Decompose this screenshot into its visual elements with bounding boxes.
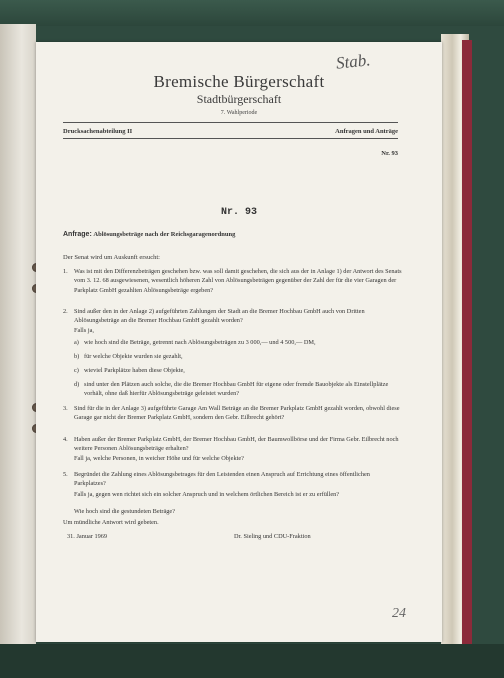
election-period: 7. Wahlperiode — [220, 110, 258, 116]
sub-text: sind unter den Plätzen auch solche, die die Bremer Hochbau GmbH für eigene oder fremde Bauobjekte als Einstellplätze vorhält, ohne daß hierfür Ablösungsbeträge geleistet wurden? — [84, 381, 389, 398]
question-4 — [63, 435, 403, 454]
header-rule — [63, 122, 398, 123]
question-text: Haben außer der Bremer Parkplatz GmbH, der Bremer Hochbau GmbH, der Baumwollbörse und der Firma Gebr. Eilbrecht noch weitere Personen Ablösungsbeträge erhalten? — [74, 436, 399, 453]
backdrop — [0, 0, 504, 26]
question-followup: Falls ja, — [74, 327, 94, 334]
question-number: 1. — [63, 268, 68, 275]
document-date: 31. Januar 1969 — [67, 533, 108, 540]
sub-item-c — [74, 366, 398, 375]
header-rule — [63, 138, 398, 139]
intro-text: Der Senat wird um Auskunft ersucht: — [63, 254, 160, 261]
sub-item-b — [74, 352, 398, 361]
document-number-corner: Nr. 93 — [381, 150, 398, 157]
handwritten-note: Stab. — [335, 50, 372, 73]
question-followup-2: Wie hoch sind die gestundeten Beträge? — [74, 508, 175, 515]
question-text: Sind für die in der Anlage 3) aufgeführte Garage Am Wall Beträge an die Bremer Parkplatz GmbH gezahlt worden, obwohl diese Garage gar nicht der Bremer Parkplatz GmbH, sondern den Gebr. Eilbrecht gehört? — [74, 405, 400, 422]
question-text: Begründet die Zahlung eines Ablösungsbetrages für den Leistenden einen Anspruch auf Errichtung eines öffentlichen Parkplatzes? — [74, 471, 370, 488]
subject-label: Anfrage: — [63, 231, 92, 238]
sub-letter: c) — [74, 367, 79, 374]
binder-left-pages — [0, 24, 36, 644]
backdrop-bottom — [0, 644, 504, 678]
question-number: 5. — [63, 471, 68, 478]
sub-text: wieviel Parkplätze haben diese Objekte, — [84, 367, 185, 374]
question-followup: Fall ja, welche Personen, in weicher Höhe und für welche Objekte? — [74, 455, 244, 462]
signature: Dr. Sieling und CDU-Fraktion — [234, 533, 311, 540]
question-followup — [74, 490, 403, 499]
sub-letter: d) — [74, 381, 80, 388]
question-3 — [63, 404, 403, 423]
subject-line — [63, 231, 235, 238]
sub-item-d — [74, 380, 398, 399]
sub-text: wie hoch sind die Beträge, getrennt nach Ablösungsbeträgen zu 3 000,— und 4 500,— DM, — [84, 339, 316, 346]
binder-spine — [462, 40, 472, 650]
question-2 — [63, 307, 403, 326]
sub-text: für welche Objekte wurden sie gezahlt, — [84, 353, 183, 360]
department-label: Drucksachenabteilung II — [63, 128, 133, 135]
document-page — [36, 42, 442, 642]
document-number: Nr. 93 — [220, 207, 257, 218]
org-title: Bremische Bürgerschaft — [153, 72, 325, 91]
question-number: 3. — [63, 405, 68, 412]
question-number: 2. — [63, 308, 68, 315]
handwritten-page-number: 24 — [392, 606, 406, 621]
closing-line: Um mündliche Antwort wird gebeten. — [63, 519, 159, 526]
question-5 — [63, 470, 403, 489]
subject-text: Ablösungsbeträge nach der Reichsgaragenordnung — [93, 231, 236, 238]
question-number: 4. — [63, 436, 68, 443]
sub-item-a — [74, 338, 398, 347]
question-text: Was ist mit den Differenzbeträgen geschehen bzw. was soll damit geschehen, die sich aus der in Anlage 1) der Antwort des Senats vom 3. 12. 68 ausgewiesenen, wesentlich höheren Zahl von Ablösungsbeträgen gegenüber der Zahl der für die vier Garagen der Parkplatz GmbH gezahlten Ablösungsbeträge ergeben? — [74, 268, 402, 294]
followup-text: Falls ja, gegen wen richtet sich ein solcher Anspruch und in welchem örtlichen Bereich ist er zu erfüllen? — [74, 491, 340, 498]
org-subtitle: Stadtbürgerschaft — [196, 92, 282, 106]
question-text: Sind außer den in der Anlage 2) aufgeführten Zahlungen der Stadt an die Bremer Hochbau GmbH auch von Dritten Ablösungsbeträge an die Bremer Hochbau GmbH gezahlt worden? — [74, 308, 365, 325]
category-label: Anfragen und Anträge — [335, 128, 398, 135]
question-1 — [63, 267, 403, 295]
sub-letter: b) — [74, 353, 80, 360]
sub-letter: a) — [74, 339, 79, 346]
